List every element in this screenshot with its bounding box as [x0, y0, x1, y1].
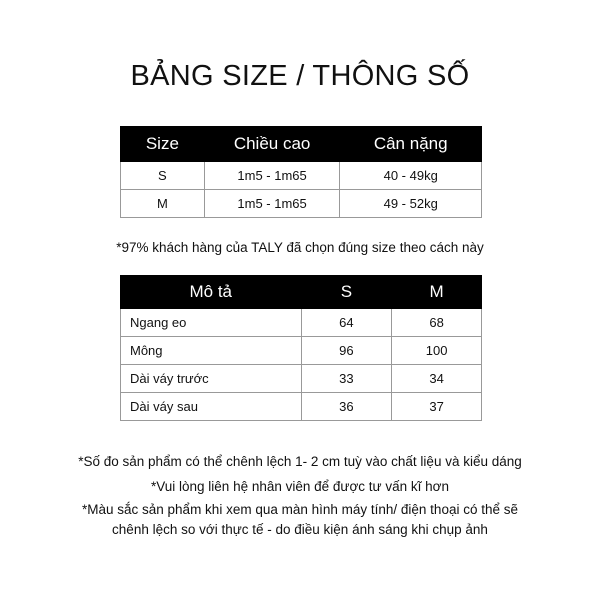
- spec-table-header-description: Mô tả: [121, 276, 302, 309]
- m-value-cell: 37: [392, 393, 482, 421]
- description-cell: Dài váy sau: [121, 393, 302, 421]
- spec-table-header-m: M: [392, 276, 482, 309]
- m-value-cell: 100: [392, 337, 482, 365]
- s-value-cell: 33: [301, 365, 392, 393]
- m-value-cell: 34: [392, 365, 482, 393]
- size-table-header-weight: Cân nặng: [340, 127, 482, 162]
- weight-cell: 49 - 52kg: [340, 190, 482, 218]
- description-cell: Ngang eo: [121, 309, 302, 337]
- weight-cell: 40 - 49kg: [340, 162, 482, 190]
- height-cell: 1m5 - 1m65: [204, 162, 340, 190]
- accuracy-note: *97% khách hàng của TALY đã chọn đúng size theo cách này: [116, 240, 484, 255]
- table-row: [121, 393, 482, 421]
- table-row: [121, 162, 482, 190]
- table-row: [121, 365, 482, 393]
- footnote-color-line1: *Màu sắc sản phẩm khi xem qua màn hình máy tính/ điện thoại có thể sẽ: [82, 502, 518, 517]
- spec-table-header-row: [121, 276, 482, 309]
- size-cell: M: [121, 190, 205, 218]
- page-title: BẢNG SIZE / THÔNG SỐ: [130, 60, 470, 92]
- description-cell: Dài váy trước: [121, 365, 302, 393]
- s-value-cell: 96: [301, 337, 392, 365]
- table-row: [121, 337, 482, 365]
- s-value-cell: 64: [301, 309, 392, 337]
- footnote-color-line2: chênh lệch so với thực tế - do điều kiện ánh sáng khi chụp ảnh: [112, 522, 488, 537]
- s-value-cell: 36: [301, 393, 392, 421]
- size-table-header-size: Size: [121, 127, 205, 162]
- spec-table-header-s: S: [301, 276, 392, 309]
- m-value-cell: 68: [392, 309, 482, 337]
- footnote-measurement: *Số đo sản phẩm có thể chênh lệch 1- 2 cm tuỳ vào chất liệu và kiểu dáng: [78, 454, 522, 469]
- spec-table: [120, 275, 482, 421]
- description-cell: Mông: [121, 337, 302, 365]
- footnote-contact: *Vui lòng liên hệ nhân viên để được tư vấn kĩ hơn: [151, 479, 449, 494]
- size-cell: S: [121, 162, 205, 190]
- size-table-header-height: Chiều cao: [204, 127, 340, 162]
- table-row: [121, 309, 482, 337]
- size-table-header-row: [121, 127, 482, 162]
- size-table: [120, 126, 482, 218]
- table-row: [121, 190, 482, 218]
- height-cell: 1m5 - 1m65: [204, 190, 340, 218]
